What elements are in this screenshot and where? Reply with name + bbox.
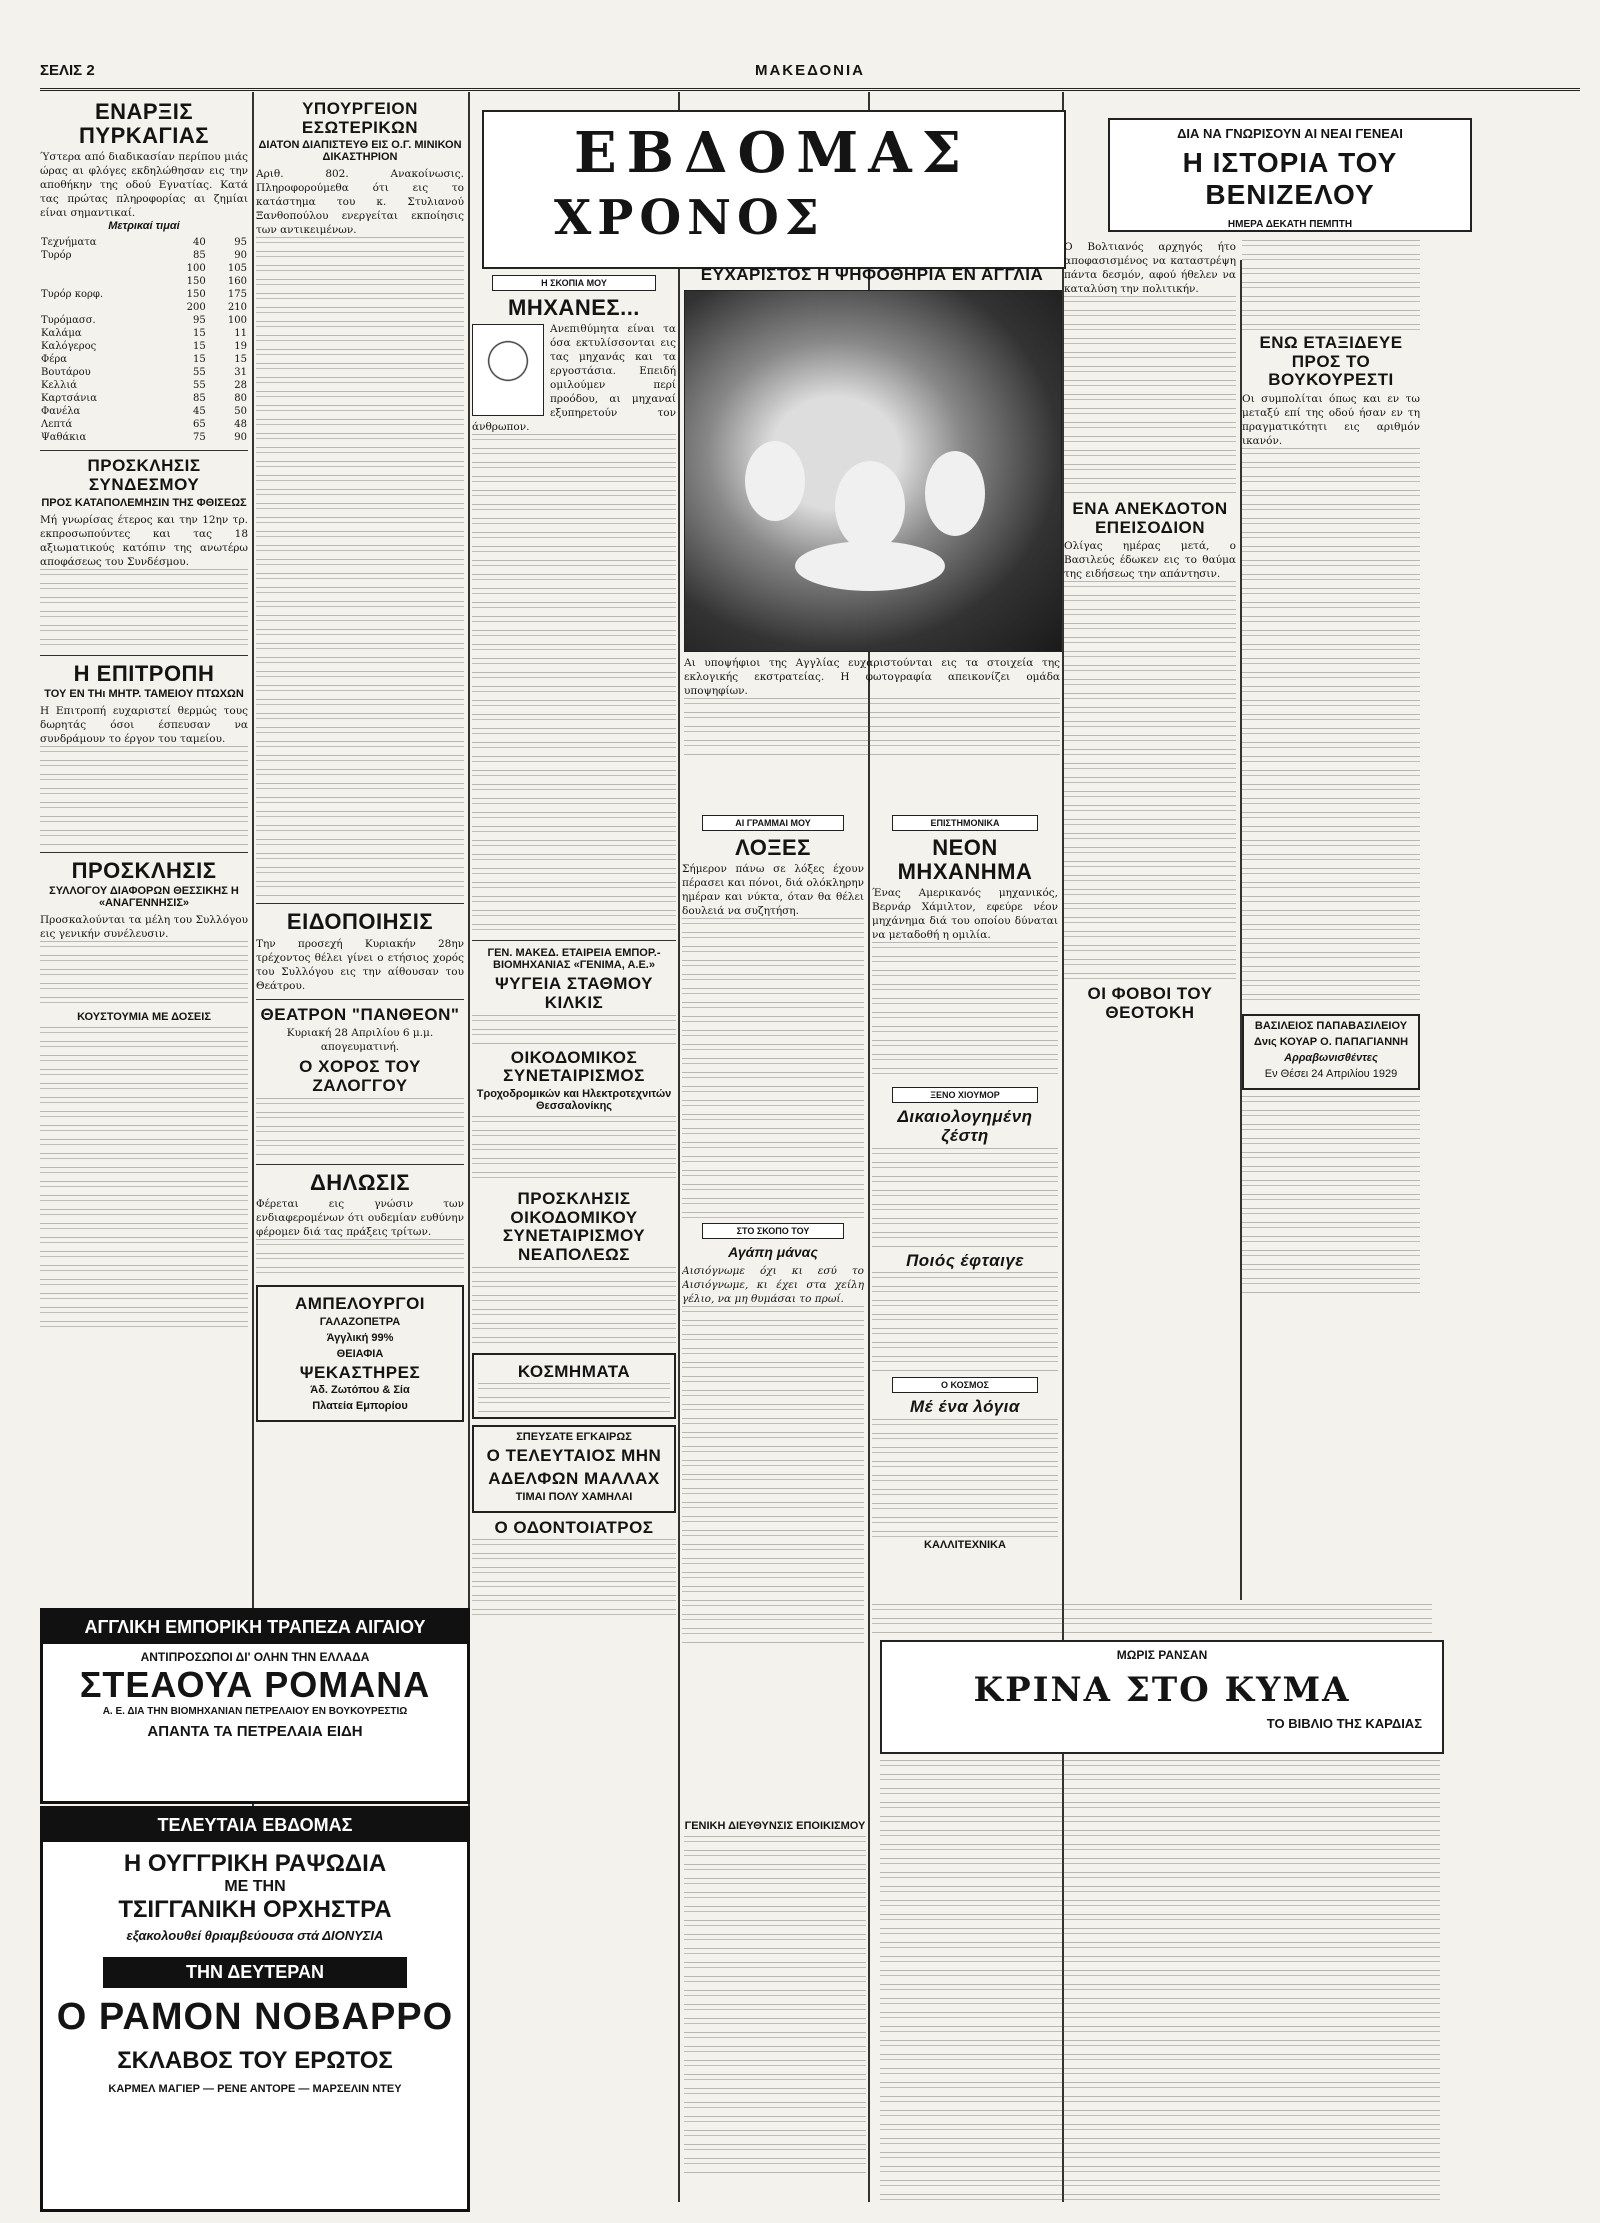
divider xyxy=(40,655,248,656)
venizelos-header xyxy=(1108,118,1472,232)
rhapsody-title: Η ΟΥΓΓΡΙΚΗ ΡΑΨΩΔΙΑ xyxy=(123,1850,387,1877)
price-row xyxy=(40,340,248,353)
text-block xyxy=(40,569,248,649)
price-value: 15 xyxy=(192,354,206,366)
company-headline: ΓΕΝ. ΜΑΚΕΔ. ΕΤΑΙΡΕΙΑ ΕΜΠΟΡ.-ΒΙΟΜΗΧΑΝΙΑΣ «ΓΕΝΙΜΑ, Α.Ε.» xyxy=(487,947,661,972)
notice-text: Την προσεχή Κυριακήν 28ην τρέχοντος θέλει γίνει ο ετήσιος χορός του Συλλόγου εις την αίθουσαν του Θεάτρου. xyxy=(256,937,464,992)
text-block xyxy=(872,1419,1058,1539)
text-block xyxy=(40,746,248,846)
coop-subhead: Τροχοδρομικών και Ηλεκτροτεχνιτών Θεσσαλονίκης xyxy=(476,1087,672,1112)
actor-name: Ο ΡΑΜΟΝ ΝΟΒΑΡΡΟ xyxy=(56,1996,454,2038)
price-item: Λεπτά xyxy=(41,419,73,431)
continues-text: εξακολουθεί θριαμβεύουσα στά ΔΙΟΝΥΣΙΑ xyxy=(126,1928,384,1943)
price-row xyxy=(40,392,248,405)
price-row xyxy=(40,405,248,418)
price-value: 65 xyxy=(192,419,206,431)
price-value: 95 xyxy=(234,237,247,249)
brand-name: ΣΤΕΑΟΥΑ ΡΟΜΑΝΑ xyxy=(79,1664,431,1705)
travel-text: Οι συμπολίται όπως και εν τω μεταξύ επί της οδού ήσαν εν τη πραγματικότητι εις αριθμόν ικανόν. xyxy=(1242,393,1420,448)
price-item xyxy=(40,301,165,314)
divider xyxy=(256,903,464,904)
text-block xyxy=(872,942,1058,1082)
bank-name: ΑΓΓΛΙΚΗ ΕΜΠΟΡΙΚΗ ΤΡΑΠΕΖΑ ΑΙΓΑΙΟΥ xyxy=(43,1611,467,1644)
mallah-line: ΤΙΜΑΙ ΠΟΛΥ ΧΑΜΗΛΑΙ xyxy=(515,1490,633,1503)
poem-text: Αισιόγνωμε όχι κι εσύ το Αισιόγνωμε, κι έχει στα χείλη γέλιο, να μη θυμάσαι το πρωί. xyxy=(682,1265,864,1306)
fire-headline: ΕΝΑΡΞΙΣ ΠΥΡΚΑΓΙΑΣ xyxy=(79,99,209,149)
novel-author: ΜΩΡΙΣ ΡΑΝΣΑΝ xyxy=(1116,1648,1208,1662)
masthead xyxy=(40,62,1580,91)
venizelos-text: Ο Βολτιανός αρχηγός ήτο αποφασισμένος να καταστρέψη πάντα δεσμόν, αφού ήθελεν να καταλύση την πολιτικήν. xyxy=(1064,241,1236,295)
price-value: 85 xyxy=(192,393,206,405)
election-section xyxy=(684,262,1060,287)
jewels-ad xyxy=(472,1353,676,1420)
dentist-headline: Ο ΟΔΟΝΤΟΙΑΤΡΟΣ xyxy=(494,1517,654,1537)
price-row xyxy=(40,249,248,262)
price-item: Τυρόρ κορφ. xyxy=(41,289,104,301)
price-row xyxy=(40,262,248,275)
price-value: 15 xyxy=(192,341,206,353)
divider xyxy=(256,999,464,1000)
with-label: ΜΕ ΤΗΝ xyxy=(224,1878,286,1895)
price-value: 31 xyxy=(234,367,247,379)
price-value: 50 xyxy=(234,406,247,418)
text-block xyxy=(872,1148,1058,1248)
price-row xyxy=(40,301,248,314)
price-value: 105 xyxy=(227,263,247,275)
committee-headline: Η ΕΠΙΤΡΟΠΗ xyxy=(73,660,215,686)
fire-text: Ύστερα από διαδικασίαν περίπου μιάς ώρας αι φλόγες εκδηλώθησαν εις την αποθήκην της οδού Εγνατίας. Κατά τας πρώτας πληροφορίας αι ζημίαι είναι σημαντικαί. xyxy=(40,151,248,220)
text-block xyxy=(880,1760,1440,2200)
company-subhead: ΨΥΓΕΙΑ ΣΤΑΘΜΟΥ ΚΙΛΚΙΣ xyxy=(495,974,653,1012)
price-item: Βουτάρου xyxy=(41,367,91,379)
committee-subhead: ΤΟΥ ΕΝ ΤΗι ΜΗΤΡ. ΤΑΜΕΙΟΥ ΠΤΩΧΩΝ xyxy=(44,687,244,700)
column-label: ΕΠΙΣΤΗΜΟΝΙΚΑ xyxy=(892,815,1038,831)
price-item xyxy=(40,275,165,288)
vine-ad-line: ΨΕΚΑΣΤΗΡΕΣ xyxy=(299,1362,421,1382)
vine-ad-line: ΘΕΙΑΦΙΑ xyxy=(336,1347,384,1360)
price-value: 15 xyxy=(192,328,206,340)
price-item: Τυρόρ xyxy=(41,250,72,262)
machine-headline: ΝΕΟΝ ΜΗΧΑΝΗΜΑ xyxy=(897,835,1033,885)
invitation-subhead: ΣΥΛΛΟΓΟΥ ΔΙΑΦΟΡΩΝ ΘΕΣΣΙΚΗΣ Η «ΑΝΑΓΕΝΝΗΣΙΣ» xyxy=(49,885,239,910)
price-row xyxy=(40,353,248,366)
invitation-headline: ΠΡΟΣΚΛΗΣΙΣ xyxy=(71,857,217,883)
photo-caption xyxy=(684,656,1060,756)
column-label: ΣΤΟ ΣΚΟΠΟ ΤΟΥ xyxy=(702,1223,844,1239)
machines-headline: ΜΗΧΑΝΕΣ... xyxy=(508,295,640,320)
column-label: ΑΙ ΓΡΑΜΜΑΙ ΜΟΥ xyxy=(702,815,844,831)
price-value: 55 xyxy=(192,380,206,392)
cinema-ad xyxy=(40,1806,470,2212)
price-item: Κελλιά xyxy=(41,380,78,392)
venizelos-day: ΗΜΕΡΑ ΔΕΚΑΤΗ ΠΕΜΠΤΗ xyxy=(1227,219,1353,230)
invitation-text: Προσκαλούνται τα μέλη του Συλλόγου εις γενικήν συνέλευσιν. xyxy=(40,914,248,941)
bank-ad xyxy=(40,1608,470,1804)
divider xyxy=(256,1164,464,1165)
divider xyxy=(472,940,676,941)
ministry-text: Αριθ. 802. Ανακοίνωσις. Πληροφορούμεθα ότι εις το κατάστημα του κ. Στυλιανού Ξανθοπούλου ενεργείται εκποίησις των αντικειμένων. xyxy=(256,168,464,237)
week-label: ΤΕΛΕΥΤΑΙΑ ΕΒΔΟΜΑΣ xyxy=(43,1809,467,1842)
caricature-image xyxy=(472,324,544,416)
text-block xyxy=(682,1306,864,1646)
column-4 xyxy=(682,810,864,1810)
text-block xyxy=(40,1027,248,1327)
brand-line: ΑΠΑΝΤΑ ΤΑ ΠΕΤΡΕΛΑΙΑ ΕΙΔΗ xyxy=(147,1723,363,1740)
price-item: Φανέλα xyxy=(41,406,81,418)
vine-ad-line: Άδ. Ζωτόπου & Σία xyxy=(310,1384,410,1397)
price-row xyxy=(40,314,248,327)
price-value: 55 xyxy=(192,367,206,379)
divider xyxy=(40,450,248,451)
price-row xyxy=(40,236,248,249)
price-value: 150 xyxy=(186,289,206,301)
price-table xyxy=(40,236,248,444)
weekly-masthead-art xyxy=(482,110,1066,269)
price-item: Καρτσάνια xyxy=(41,393,97,405)
text-block xyxy=(1064,296,1236,496)
tb-league-subhead: ΠΡΟΣ ΚΑΤΑΠΟΛΕΜΗΣΙΝ ΤΗΣ ΦΘΙΣΕΩΣ xyxy=(41,496,247,509)
price-value: 48 xyxy=(234,419,247,431)
column-6 xyxy=(1064,240,1236,1090)
text-block xyxy=(256,1239,464,1279)
novel-header xyxy=(880,1640,1444,1754)
text-block xyxy=(472,1267,676,1347)
declaration-text: Φέρεται εις γνώσιν των ενδιαφερομένων ότι ουδεμίαν ευθύνην φέρομεν διά τας πράξεις τρίτων. xyxy=(256,1197,464,1238)
price-item: Καλόγερος xyxy=(41,341,97,353)
price-value: 90 xyxy=(234,432,247,444)
price-row xyxy=(40,275,248,288)
film-cast: ΚΑΡΜΕΛ ΜΑΓΙΕΡ — ΡΕΝΕ ΑΝΤΟΡΕ — ΜΑΡΣΕΛΙΝ ΝΤΕΥ xyxy=(108,2083,402,2095)
words-headline: Μέ ένα λόγια xyxy=(910,1397,1020,1417)
price-value: 210 xyxy=(227,302,247,314)
engagement-label: Αρραβωνισθέντες xyxy=(1284,1052,1378,1065)
col-joins xyxy=(872,1604,1432,1634)
mallah-ad xyxy=(472,1425,676,1512)
text-block xyxy=(684,698,1060,756)
text-block xyxy=(40,941,248,1011)
orchestra-title: ΤΣΙΓΓΑΝΙΚΗ ΟΡΧΗΣΤΡΑ xyxy=(118,1896,392,1923)
loxes-headline: ΛΟΞΕΣ xyxy=(735,835,811,860)
venizelos-title: Η ΙΣΤΟΡΙΑ ΤΟΥ ΒΕΝΙΖΕΛΟΥ xyxy=(1182,147,1398,210)
novel-title: ΚΡΙΝΑ ΣΤΟ ΚΥΜΑ xyxy=(973,1670,1351,1710)
price-value: 80 xyxy=(234,393,247,405)
engagement-name2: Δνις ΚΟΥΑΡ Ο. ΠΑΠΑΓΙΑΝΝΗ xyxy=(1253,1036,1409,1049)
machine-text: Ένας Αμερικανός μηχανικός, Βερνάρ Χάμιλτον, εφεύρε νέον μηχάνημα διά του οποίου δύναται να μεταδοθή η ομιλία. xyxy=(872,887,1058,942)
travel-headline: ΕΝΩ ΕΤΑΞΙΔΕΥΕ ΠΡΟΣ ΤΟ ΒΟΥΚΟΥΡΕΣΤΙ xyxy=(1259,333,1403,390)
mallah-line: ΣΠΕΥΣΑΤΕ ΕΓΚΑΙΡΩΣ xyxy=(516,1431,632,1444)
price-value: 40 xyxy=(192,237,206,249)
column-label: Ο ΚΟΣΜΟΣ xyxy=(892,1377,1038,1393)
price-value: 160 xyxy=(227,276,247,288)
fears-headline: ΟΙ ΦΟΒΟΙ ΤΟΥ ΘΕΟΤΟΚΗ xyxy=(1087,984,1213,1023)
text-block xyxy=(1242,448,1420,1008)
vine-ad-line: Άγγλική 99% xyxy=(326,1331,394,1344)
engagement-date: Εν Θέσει 24 Απριλίου 1929 xyxy=(1264,1068,1398,1081)
price-value: 95 xyxy=(192,315,206,327)
jewels-title: ΚΟΣΜΗΜΑΤΑ xyxy=(517,1361,631,1381)
price-value: 28 xyxy=(234,380,247,392)
page-number: ΣΕΛΙΣ 2 xyxy=(40,62,95,79)
engagement-name: ΒΑΣΙΛΕΙΟΣ ΠΑΠΑΒΑΣΙΛΕΙΟΥ xyxy=(1254,1020,1408,1033)
price-title: Μετρικαί τιμαί xyxy=(108,220,180,233)
settlement-headline: ΓΕΝΙΚΗ ΔΙΕΥΘΥΝΣΙΣ ΕΠΟΙΚΙΣΜΟΥ xyxy=(684,1820,866,1832)
price-value: 100 xyxy=(186,263,206,275)
monday-label: ΤΗΝ ΔΕΥΤΕΡΑΝ xyxy=(103,1957,407,1988)
engagement-notice xyxy=(1242,1014,1420,1090)
price-value: 45 xyxy=(192,406,206,418)
column-5 xyxy=(872,810,1058,1610)
price-row xyxy=(40,366,248,379)
loxes-text: Σήμερον πάνω σε λόξες έχουν πέρασει και πόνοι, διά ολόκληρην ημέραν και νύκτα, όταν θα θέλει δουλειά να συζητήση. xyxy=(682,863,864,918)
notice-headline: ΕΙΔΟΠΟΙΗΣΙΣ xyxy=(286,909,434,935)
text-block xyxy=(256,1098,464,1158)
suits-headline: ΚΟΥΣΤΟΥΜΙΑ ΜΕ ΔΟΣΕΙΣ xyxy=(77,1011,211,1024)
election-headline: ΕΥΧΑΡΙΣΤΟΣ Η ΨΗΦΟΘΗΡΙΑ ΕΝ ΑΓΓΛΙΑ xyxy=(700,265,1044,284)
text-block xyxy=(472,434,676,934)
price-value: 175 xyxy=(227,289,247,301)
theatre-play: Ο ΧΟΡΟΣ ΤΟΥ ΖΑΛΟΓΓΟΥ xyxy=(299,1057,421,1095)
art-section-label: ΚΑΛΛΙΤΕΧΝΙΚΑ xyxy=(924,1539,1006,1552)
price-item: Ψαθάκια xyxy=(41,432,87,444)
price-value: 75 xyxy=(192,432,206,444)
film-title: ΣΚΛΑΒΟΣ ΤΟΥ ΕΡΩΤΟΣ xyxy=(117,2047,393,2074)
text-block xyxy=(1242,240,1420,330)
price-value: 200 xyxy=(186,302,206,314)
mallah-line: Ο ΤΕΛΕΥΤΑΙΟΣ ΜΗΝ xyxy=(486,1446,662,1466)
column-3 xyxy=(472,270,676,2210)
price-item: Τεχνήματα xyxy=(41,237,97,249)
mallah-line: ΑΔΕΛΦΩΝ ΜΑΛΛΑΧ xyxy=(488,1469,660,1489)
newspaper-title: ΜΑΚΕΔΟΝΙΑ xyxy=(754,62,866,79)
photo-caption-text: Αι υποψήφιοι της Αγγλίας ευχαριστούνται εις τα στοιχεία της εκλογικής εκστρατείας. Η φωτογραφία απεικονίζει ομάδα υποψηφίων. xyxy=(684,657,1060,697)
election-photo xyxy=(684,290,1062,652)
column-7 xyxy=(1242,240,1420,1480)
column-label: Η ΣΚΟΠΙΑ ΜΟΥ xyxy=(492,275,656,291)
price-row xyxy=(40,288,248,301)
text-block xyxy=(1242,1096,1420,1296)
who-headline: Ποιός έφταιγε xyxy=(906,1250,1024,1270)
novel-text xyxy=(880,1760,1440,2200)
column-label: ΞΕΝΟ ΧΙΟΥΜΟΡ xyxy=(892,1087,1038,1103)
price-row xyxy=(40,431,248,444)
price-row xyxy=(40,327,248,340)
text-block xyxy=(472,1116,676,1186)
text-block xyxy=(1064,581,1236,981)
vine-ad-line: Πλατεία Εμπορίου xyxy=(312,1400,408,1413)
price-value: 19 xyxy=(234,341,247,353)
art-subtitle: ΧΡΟΝΟΣ xyxy=(554,190,825,246)
price-value: 85 xyxy=(192,250,206,262)
column-rule xyxy=(678,92,680,2202)
theatre-text: Κυριακή 28 Απριλίου 6 μ.μ. απογευματινή. xyxy=(286,1027,434,1054)
ministry-headline: ΥΠΟΥΡΓΕΙΟΝ ΕΣΩΤΕΡΙΚΩΝ xyxy=(301,99,419,137)
price-item: Καλάμα xyxy=(41,328,82,340)
bank-subhead: ΑΝΤΙΠΡΟΣΩΠΟΙ ΔΙ' ΟΛΗΝ ΤΗΝ ΕΛΛΑΔΑ xyxy=(140,1650,370,1664)
price-value: 15 xyxy=(234,354,247,366)
column-2 xyxy=(256,96,464,1596)
poem-title: Αγάπη μάνας xyxy=(728,1244,818,1261)
price-value: 100 xyxy=(227,315,247,327)
price-item xyxy=(40,262,165,275)
price-row xyxy=(40,379,248,392)
text-block xyxy=(256,237,464,897)
settlement-section xyxy=(684,1820,866,2200)
text-block xyxy=(478,1383,670,1413)
novel-subtitle: ΤΟ ΒΙΒΛΙΟ ΤΗΣ ΚΑΡΔΙΑΣ xyxy=(1266,1716,1422,1731)
divider xyxy=(40,852,248,853)
brand-subhead: Α. Ε. ΔΙΑ ΤΗΝ ΒΙΟΜΗΧΑΝΙΑΝ ΠΕΤΡΕΛΑΙΟΥ ΕΝ ΒΟΥΚΟΥΡΕΣΤΙΩ xyxy=(102,1706,408,1717)
text-block xyxy=(472,1015,676,1045)
coop-headline: ΟΙΚΟΔΟΜΙΚΟΣ ΣΥΝΕΤΑΙΡΙΣΜΟΣ xyxy=(503,1047,645,1086)
text-block xyxy=(684,1836,866,2176)
machines-text: Ανεπιθύμητα είναι τα όσα εκτυλίσσονται εις τας μηχανάς και τα εργοστάσια. Επειδή ομιλούμεν περί προόδου, αι μηχαναί εξυπηρετούν τον άνθρωπον. xyxy=(472,323,676,434)
anecdote-headline: ΕΝΑ ΑΝΕΚΔΟΤΟΝ ΕΠΕΙΣΟΔΙΟΝ xyxy=(1072,499,1228,537)
text-block xyxy=(682,918,864,1218)
price-item: Τυρόμασσ. xyxy=(41,315,96,327)
text-block xyxy=(472,1539,676,1619)
ministry-subhead: ΔΙΑΤΟΝ ΔΙΑΠΙΣΤΕΥΘ ΕΙΣ Ο.Γ. ΜΙΝΙΚΟΝ ΔΙΚΑΣΤΗΡΙΟΝ xyxy=(258,139,462,164)
text-block xyxy=(872,1604,1432,1634)
vine-ad-title: ΑΜΠΕΛΟΥΡΓΟΙ xyxy=(294,1293,426,1313)
column-1 xyxy=(40,96,248,1596)
declaration-headline: ΔΗΛΩΣΙΣ xyxy=(309,1169,411,1195)
tb-league-headline: ΠΡΟΣΚΛΗΣΙΣ ΣΥΝΔΕΣΜΟΥ xyxy=(87,456,201,495)
vine-ad xyxy=(256,1285,464,1422)
coop2-headline: ΠΡΟΣΚΛΗΣΙΣ ΟΙΚΟΔΟΜΙΚΟΥ ΣΥΝΕΤΑΙΡΙΣΜΟΥ ΝΕΑΠΟΛΕΩΣ xyxy=(502,1188,646,1264)
price-value: 11 xyxy=(234,328,247,340)
price-value: 150 xyxy=(186,276,206,288)
vine-ad-line: ΓΑΛΑΖΟΠΕΤΡΑ xyxy=(319,1315,401,1328)
art-title: ΕΒΔΟΜΑΣ xyxy=(574,120,972,186)
tb-league-text: Μή γνωρίσας έτερος και την 12ην τρ. εκπροσωπούντες και τας 18 αξιωματικούς κατόπιν της ανωτέρω αποφάσεως του Συνδέσμου. xyxy=(40,513,248,568)
theatre-headline: ΘΕΑΤΡΟΝ "ΠΑΝΘΕΟΝ" xyxy=(260,1004,460,1024)
heat-headline: Δικαιολογημένη ζέστη xyxy=(897,1107,1033,1146)
price-item: Φέρα xyxy=(41,354,68,366)
committee-text: Η Επιτροπή ευχαριστεί θερμώς τους δωρητάς όσοι έσπευσαν να συνδράμουν το έργον του ταμείου. xyxy=(40,704,248,745)
text-block xyxy=(872,1272,1058,1372)
price-value: 90 xyxy=(234,250,247,262)
venizelos-kicker: ΔΙΑ ΝΑ ΓΝΩΡΙΣΟΥΝ ΑΙ ΝΕΑΙ ΓΕΝΕΑΙ xyxy=(1177,126,1403,141)
price-row xyxy=(40,418,248,431)
anecdote-text: Ολίγας ημέρας μετά, ο Βασιλεύς έδωκεν εις το θαύμα της ειδήσεως την απάντησιν. xyxy=(1064,540,1236,581)
